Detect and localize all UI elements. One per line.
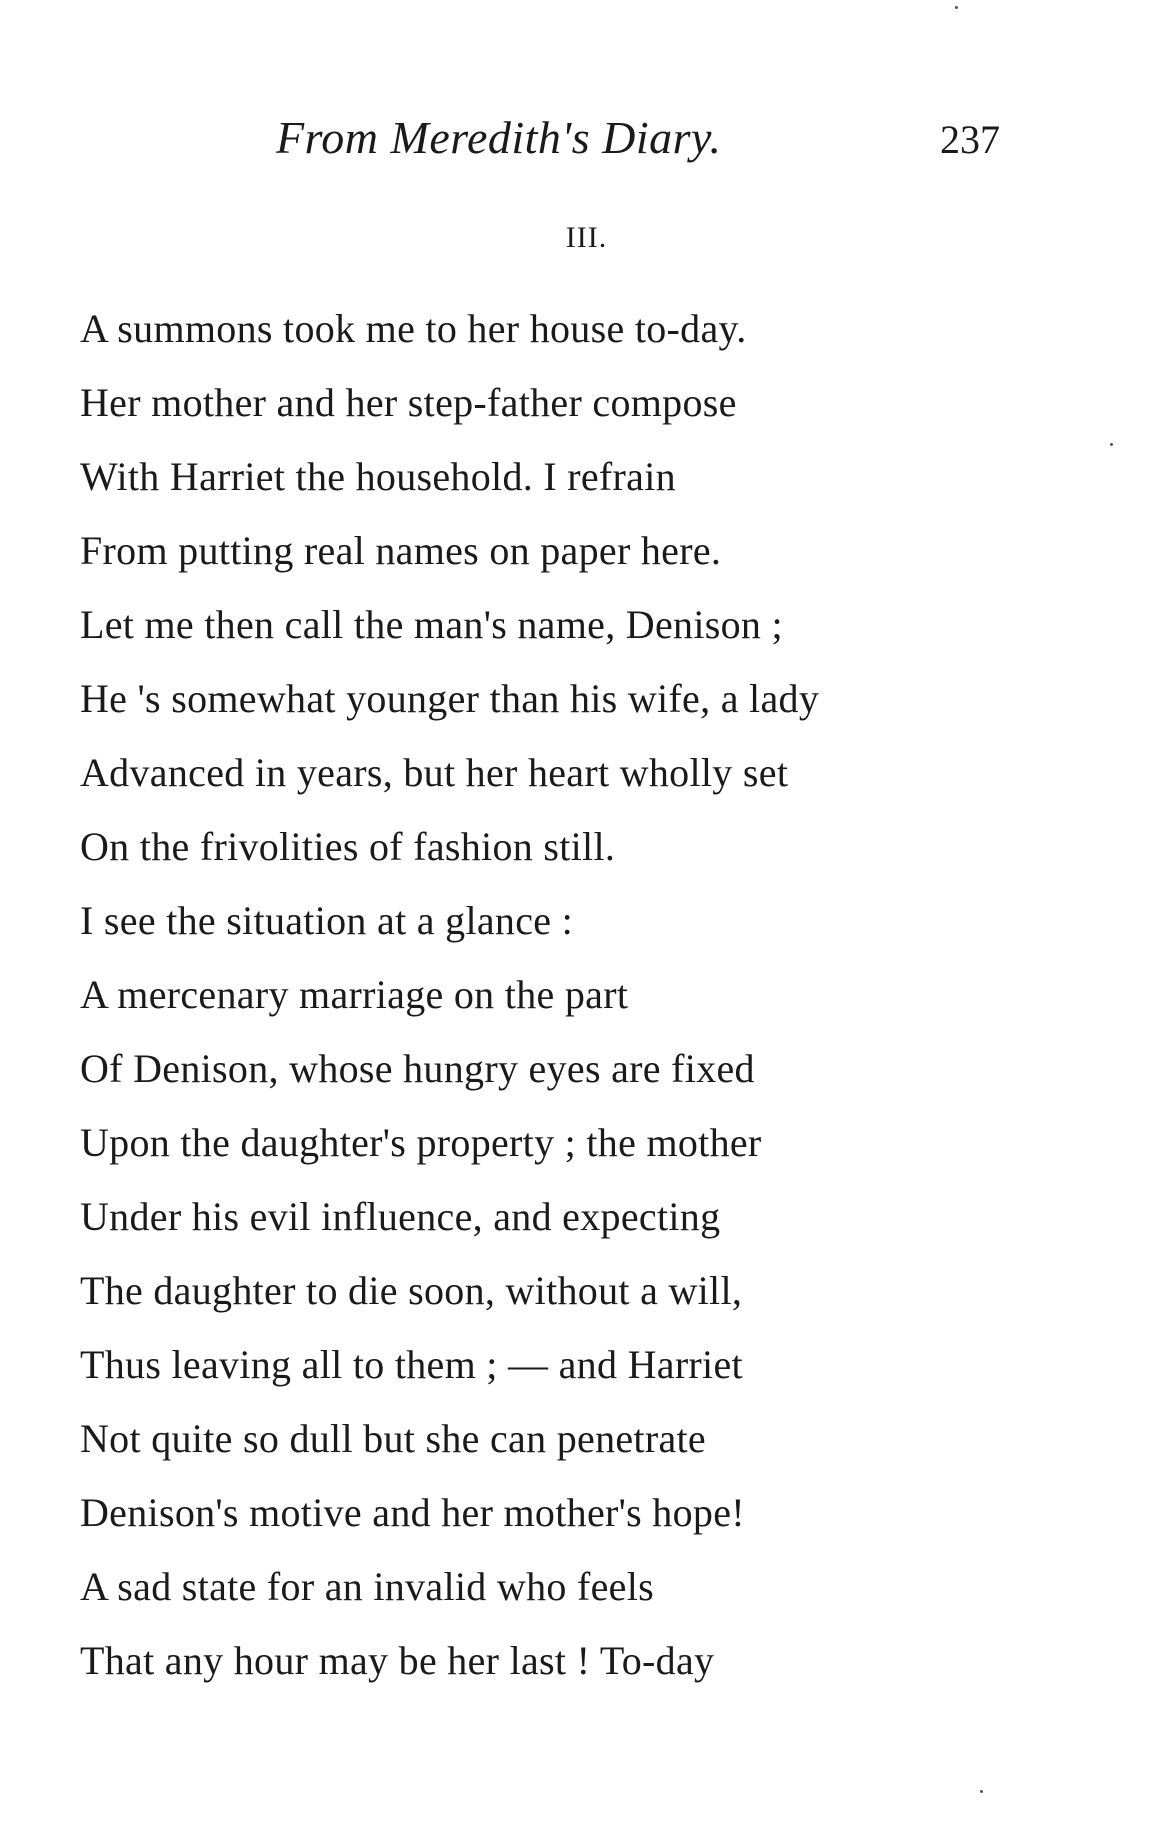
poem-text (80, 292, 1120, 1698)
poem-line: With Harriet the household. I refrain (80, 454, 676, 499)
poem-line: Her mother and her step-father compose (80, 380, 737, 425)
poem-line: A summons took me to her house to-day. (80, 306, 747, 351)
poem-line: He 's somewhat younger than his wife, a lady (80, 676, 820, 721)
poem-line: Denison's motive and her mother's hope! (80, 1490, 745, 1535)
poem-line: From putting real names on paper here. (80, 528, 722, 573)
poem-line: The daughter to die soon, without a will, (80, 1268, 743, 1313)
running-head (0, 108, 1173, 168)
poem-line: Let me then call the man's name, Denison ; (80, 602, 783, 647)
poem-line: A sad state for an invalid who feels (80, 1564, 654, 1609)
poem-line: Of Denison, whose hungry eyes are fixed (80, 1046, 755, 1091)
poem-line: Upon the daughter's property ; the mother (80, 1120, 762, 1165)
poem-line: Not quite so dull but she can penetrate (80, 1416, 706, 1461)
poem-line: On the frivolities of fashion still. (80, 824, 616, 869)
section-number: III. (565, 221, 608, 254)
poem-line: That any hour may be her last ! To-day (80, 1638, 715, 1683)
poem-line: Thus leaving all to them ; — and Harriet (80, 1342, 743, 1387)
poem-line: I see the situation at a glance : (80, 898, 574, 943)
scan-speck (1110, 443, 1113, 446)
running-title: From Meredith's Diary. (276, 112, 722, 163)
scan-speck (955, 6, 958, 9)
poem-line: Under his evil influence, and expecting (80, 1194, 721, 1239)
poem-line: Advanced in years, but her heart wholly set (80, 750, 789, 795)
poem-line: A mercenary marriage on the part (80, 972, 629, 1017)
page-number: 237 (940, 117, 1000, 162)
scan-speck (980, 1790, 983, 1793)
